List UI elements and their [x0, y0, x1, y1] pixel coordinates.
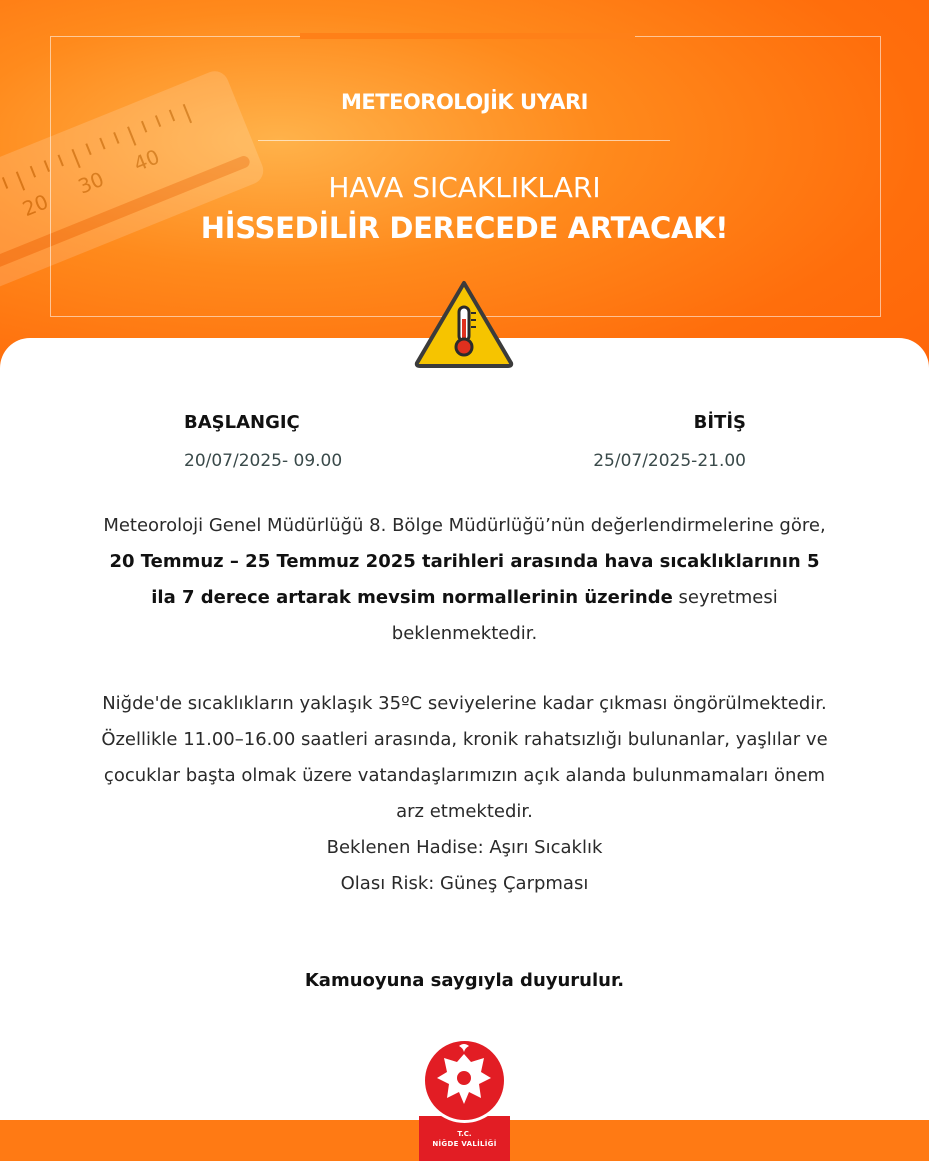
headline-line1: HAVA SICAKLIKLARI: [328, 171, 601, 204]
scale-label: 40: [130, 144, 163, 177]
announcement-paragraph-2: [100, 686, 829, 902]
alert-title: METEOROLOJİK UYARI: [341, 90, 588, 114]
scale-label: 30: [74, 166, 108, 199]
scale-label: 20: [19, 189, 52, 222]
expected-event: Beklenen Hadise: Aşırı Sıcaklık: [326, 837, 603, 858]
governorship-logo: [419, 1038, 510, 1161]
logo-tc: T.C.: [457, 1130, 472, 1138]
emblem-icon: [419, 1038, 510, 1123]
p2-text: Niğde'de sıcaklıkların yaklaşık 35ºC seviyelerine kadar çıkması öngörülmektedir. Özellikle 11.00–16.00 saatleri arasında, kronik rahatsızlığı bulunanlar, yaşlılar ve çocuklar başta olmak üzere vatandaşlarımızın açık alanda bulunmamaları önem arz etmektedir.: [101, 693, 828, 822]
possible-risk: Olası Risk: Güneş Çarpması: [340, 873, 589, 894]
thermometer-warning-icon: [413, 279, 515, 369]
p1-bold: 20 Temmuz – 25 Temmuz 2025 tarihleri arasında hava sıcaklıklarının 5 ila 7 derece artarak mevsim normallerinin üzerinde: [109, 551, 820, 608]
p1-text-b: seyretmesi beklenmektedir.: [391, 587, 778, 644]
end-label: BİTİŞ: [693, 412, 746, 433]
start-date: 20/07/2025- 09.00: [184, 451, 343, 471]
announcement-paragraph-1: [100, 508, 829, 652]
title-divider: [258, 140, 670, 141]
p1-text-a: Meteoroloji Genel Müdürlüğü 8. Bölge Müdürlüğü’nün değerlendirmelerine göre,: [103, 515, 826, 536]
frame-gap: [300, 33, 635, 39]
headline-line2: HİSSEDİLİR DERECEDE ARTACAK!: [200, 211, 729, 245]
end-date: 25/07/2025-21.00: [593, 451, 746, 471]
start-label: BAŞLANGIÇ: [184, 412, 300, 433]
logo-name: NİĞDE VALİLİĞİ: [432, 1140, 497, 1148]
closing-statement: Kamuoyuna saygıyla duyurulur.: [304, 970, 625, 991]
